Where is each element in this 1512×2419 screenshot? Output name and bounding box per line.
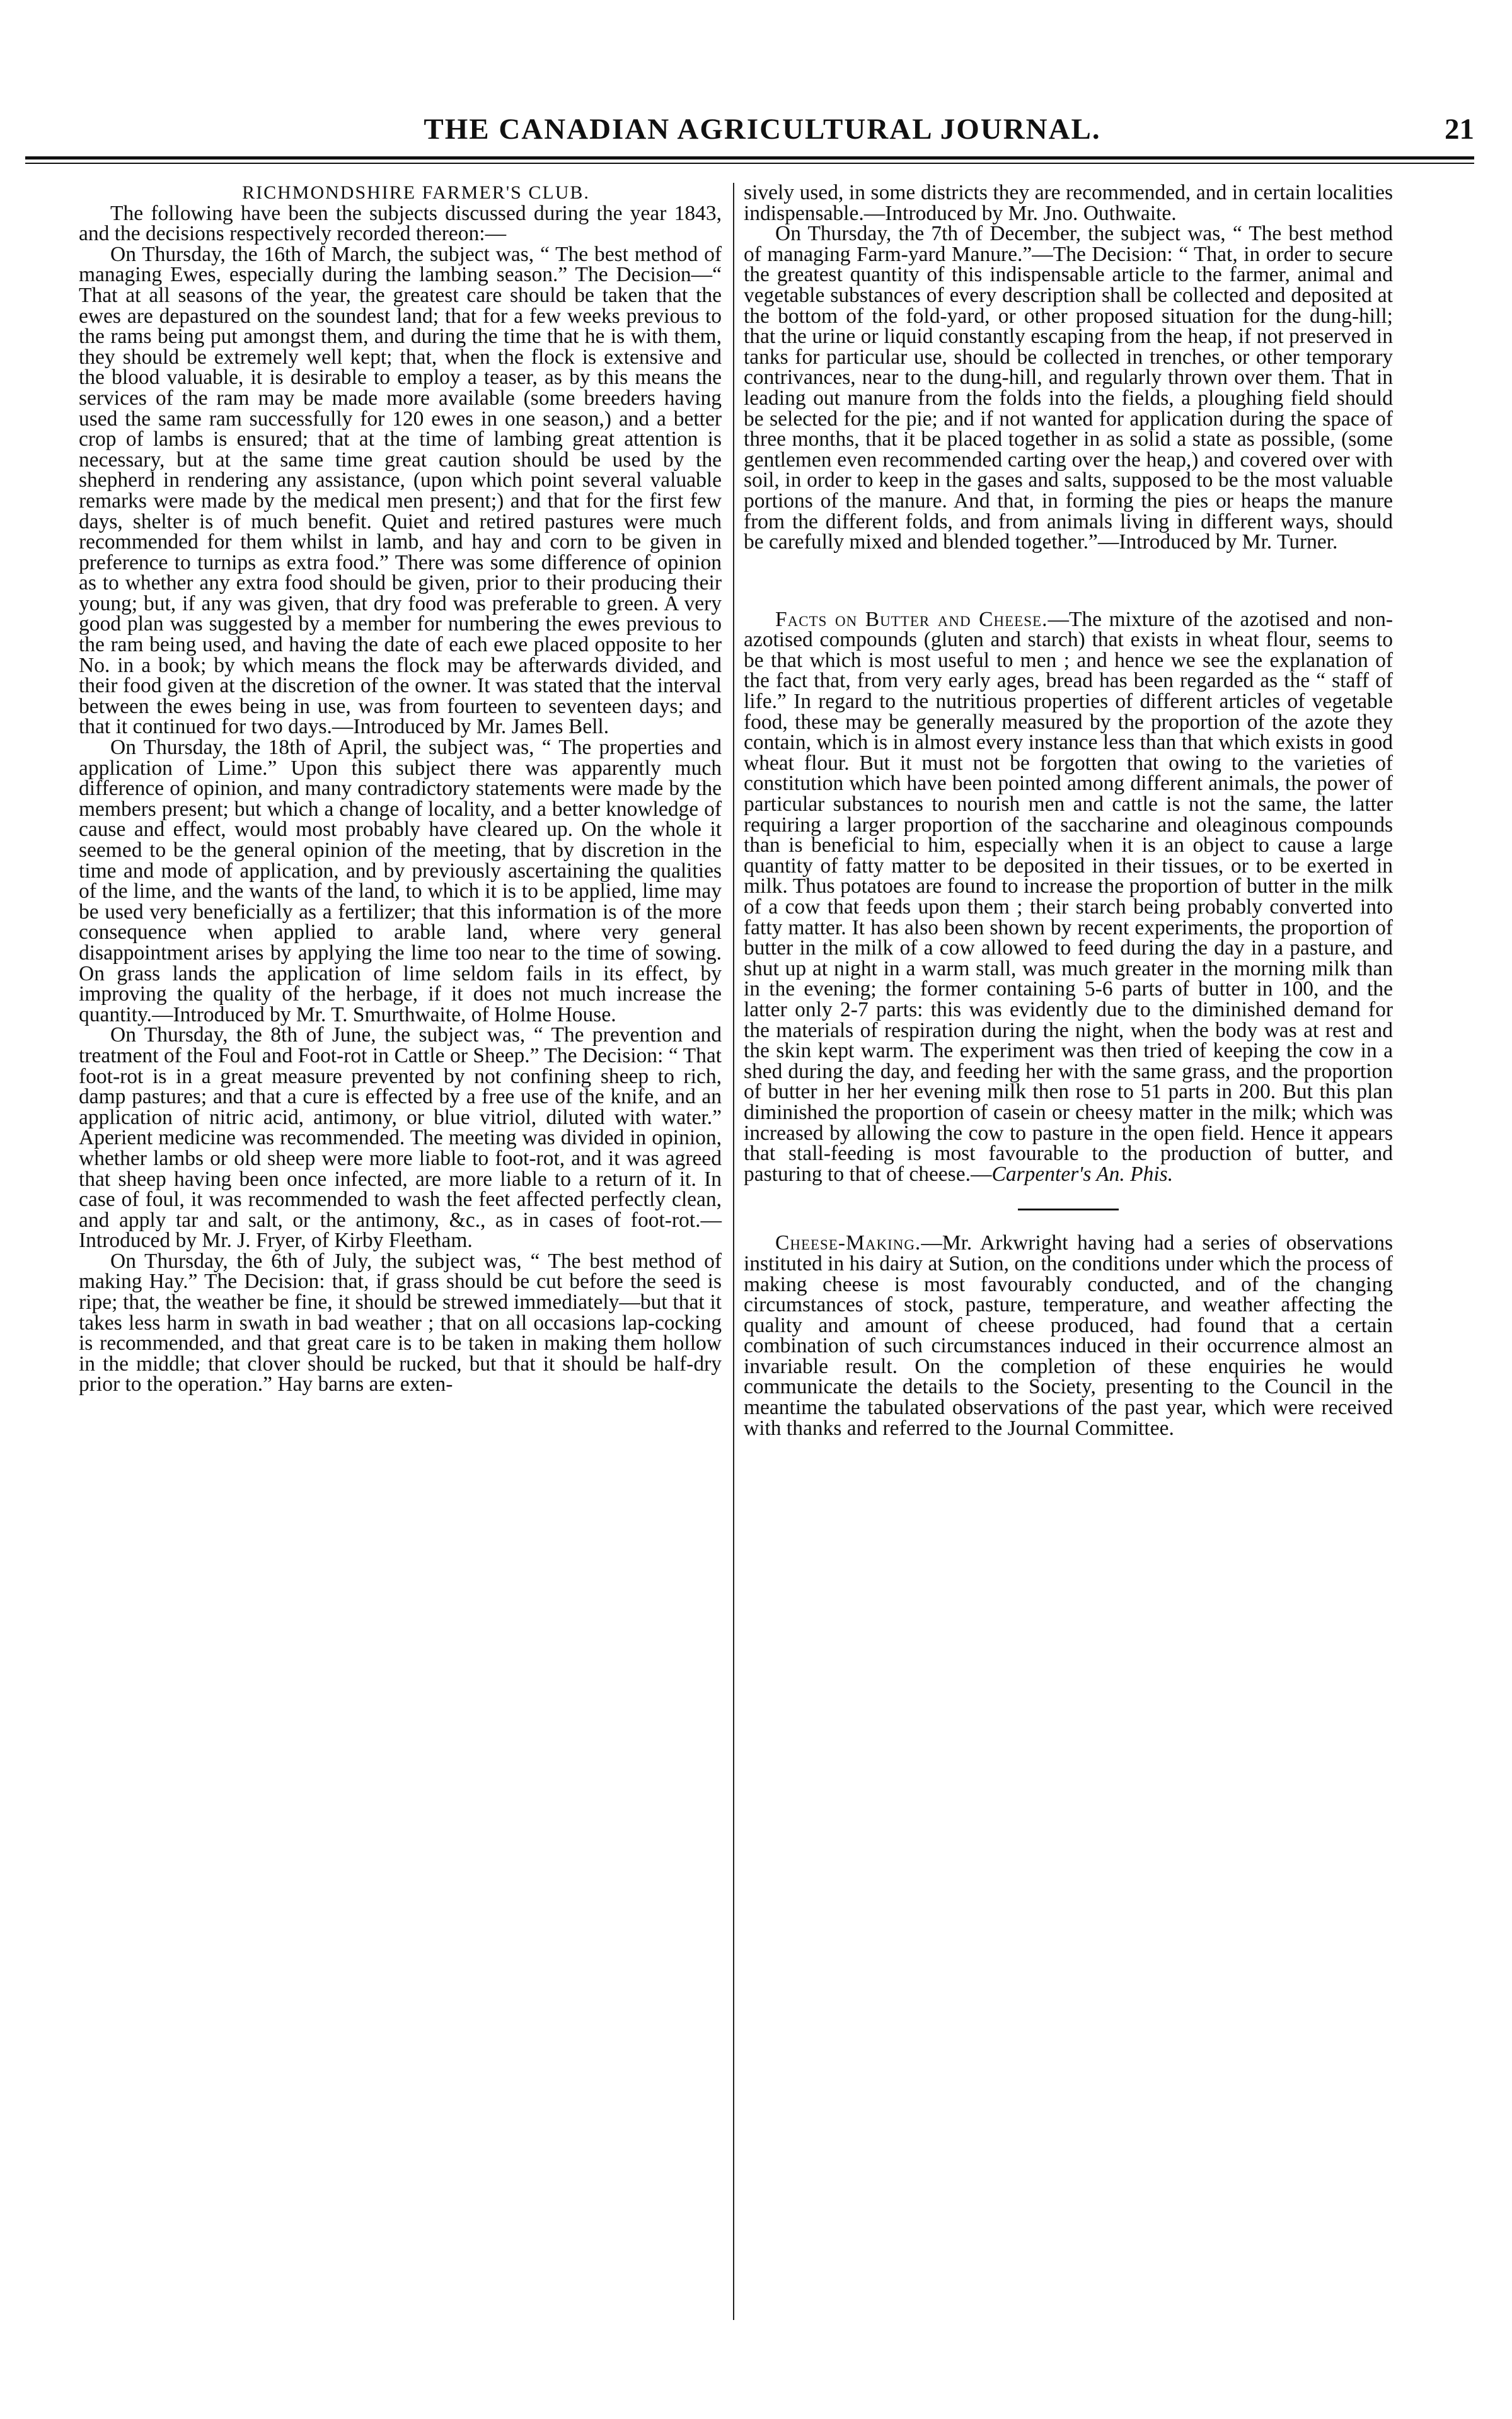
butter-cheese-text: —The mixture of the azotised and non-azotised compounds (gluten and starch) that exists in wheat flour, seems to be that which is most useful to men ; and hence we see the explanation of the fact that, from very early ages, bread has been regarded as the “ staff of life.” In regard to the nutritious properties of different articles of vegetable food, these may be generally measured by the proportion of the azote they contain, which is in almost every instance less than that which exists in good wheat flour. But it must not be forgotten that owing to the varieties of constitution which have been pointed among different animals, the power of particular substances to nourish men and cattle is not the same, the latter requiring a larger proportion of the saccharine and oleaginous compounds than is beneficial to him, especially when it is an object to cause a large quantity of fatty matter to be deposited in their tissues, or to be exerted in milk. Thus potatoes are found to increase the proportion of butter in the milk of a cow that feeds upon them ; their starch being probably converted into fatty matter. It has also been shown by recent experiments, the proportion of butter in the milk of a cow allowed to feed during the day in a pasture, and shut up at night in a warm stall, was much greater in the morning milk than in the evening; the former containing 5-6 parts of butter in 100, and the latter only 2-7 parts: this was evidently due to the diminished demand for the materials of respiration during the night, when the body was at rest and the skin kept warm. The experiment was then tried of keeping the cow in a shed during the day, and feeding her with the same grass, and the proportion of butter in her her evening milk then rose to 51 parts in 200. But this plan diminished the proportion of casein or cheesy matter in the milk; which was increased by allowing the cow to pasture in the open field. Hence it appears that stall-feeding is most favourable to the production of butter, and pasturing to that of cheese.— xyxy=(744,607,1393,1186)
paragraph-hay-continued: sively used, in some districts they are recommended, and in certain localities indispensable.—Introduced by Mr. Jno. Outhwaite. xyxy=(744,181,1393,225)
paragraph-intro: The following have been the subjects discussed during the year 1843, and the decisions respectively recorded thereon:— xyxy=(79,201,722,246)
left-column xyxy=(79,183,722,1395)
paragraph-manure: On Thursday, the 7th of December, the subject was, “ The best method of managing Farm-yard Manure.”—The Decision: “ That, in order to secure the greatest quantity of this indispensable article to the farmer, animal and vegetable substances of every description shall be collected and deposited at the bottom of the fold-yard, or other proposed situation for the dung-hill; that the urine or liquid constantly escaping from the heap, if not preserved in tanks for particular use, should be collected in trenches, or other temporary contrivances, near to the dung-hill, and regularly thrown over them. That in leading out manure from the folds into the fields, a ploughing field should be selected for the pie; and if not wanted for application during the space of three months, that it be placed together in as solid a state as possible, (some gentlemen even recommended carting over the heap,) and covered over with soil, in order to keep in the gases and salts, supposed to be the most valuable portions of the manure. And that, in forming the pies or heaps the manure from the different folds, and from animals living in different ways, should be carefully mixed and blended together.”—Introduced by Mr. Turner. xyxy=(744,222,1393,554)
column-divider xyxy=(733,183,734,2320)
club-heading: RICHMONDSHIRE FARMER'S CLUB. xyxy=(242,182,590,203)
cheese-making-article xyxy=(744,1233,1393,1439)
paragraph-foot-rot: On Thursday, the 8th of June, the subject was, “ The prevention and treatment of the Foul and Foot-rot in Cattle or Sheep.” The Decision: “ That foot-rot is in a great measure prevented by not confining sheep to rich, damp pastures; and that a cure is effected by a free use of the knife, and an application of nitric acid, antimony, or blue vitriol, diluted with water.” Aperient medicine was recommended. The meeting was divided in opinion, whether lambs or old sheep were more liable to foot-rot, and it was agreed that sheep having been once infected, are more liable to a return of it. In case of foul, it was recommended to wash the feet affected perfectly clean, and apply tar and salt, or the antimony, &c., as in cases of foot-rot.—Introduced by Mr. J. Fryer, of Kirby Fleetham. xyxy=(79,1023,722,1253)
cheese-making-text: —Mr. Arkwright having had a series of observations instituted in his dairy at Sution, on the conditions under which the process of making cheese is most favourably conducted, and of the changing circumstances of stock, pasture, temperature, and weather affecting the quality and amount of cheese produced, had found that a certain combination of such circumstances induced in their occurrence almost an invariable result. On the completion of these enquiries he would communicate the details to the Society, presenting to the Council in the meantime the tabulated observations of the past year, which were received with thanks and referred to the Journal Committee. xyxy=(744,1231,1393,1440)
paragraph-hay: On Thursday, the 6th of July, the subject was, “ The best method of making Hay.” The Decision: that, if grass should be cut before the seed is ripe; that, the weather be fine, it should be strewed immediately—but that it takes less harm in swath in bad weather ; that on all occasions lap-cocking is recommended, and that great care is to be taken in making them hollow in the middle; that clover should be rucked, but that it should be half-dry prior to the operation.” Hay barns are exten- xyxy=(79,1249,722,1396)
paragraph-ewes: On Thursday, the 16th of March, the subject was, “ The best method of managing Ewes, especially during the lambing season.” The Decision—“ That at all seasons of the year, the greatest care should be taken that the ewes are depastured on the soundest land; that for a few weeks previous to the rams being put amongst them, and during the time that he is with them, they should be extremely well kept; that, when the flock is extensive and the blood valuable, it is desirable to employ a teaser, as by this means the services of the ram may be made more available (some breeders having used the same ram successfully for 120 ewes in one season,) and a better crop of lambs is ensured; that at the time of lambing great attention is necessary, but at the same time great caution should be used by the shepherd in rendering any assistance, (upon which point several valuable remarks were made by the medical men present;) and that for the first few days, shelter is of much benefit. Quiet and retired pastures were much recommended for them whilst in lamb, and hay and corn to be given in preference to turnips as extra food.” There was some difference of opinion as to whether any extra food should be given, prior to their producing their young; but, if any was given, that dry food was preferable to green. A very good plan was suggested by a member for numbering the ewes previous to the ram being used, and having the date of each ewe placed opposite to her No. in a book; by which means the flock may be afterwards divided, and their food given at the discretion of the owner. It was stated that the interval between the ewes being in use, was from fourteen to seventeen days; and that it continued for two days.—Introduced by Mr. James Bell. xyxy=(79,242,722,739)
page-number: 21 xyxy=(1445,113,1474,146)
section-rule xyxy=(1018,1209,1119,1210)
section-gap xyxy=(744,553,1393,610)
running-head xyxy=(50,106,1474,150)
butter-cheese-article xyxy=(744,607,1393,1186)
journal-title: THE CANADIAN AGRICULTURAL JOURNAL. xyxy=(424,113,1101,146)
cheese-making-heading: Cheese-Making. xyxy=(775,1231,921,1255)
butter-cheese-source: Carpenter's An. Phis. xyxy=(991,1162,1174,1186)
paragraph-lime: On Thursday, the 18th of April, the subject was, “ The properties and application of Lime.” Upon this subject there was apparently much difference of opinion, and many contradictory statements were made by the members present; but which a change of locality, and a better knowledge of cause and effect, would most probably have cleared up. On the whole it seemed to be the general opinion of the meeting, that by discretion in the time and mode of application, and by previously ascertaining the qualities of the lime, and the wants of the land, to which it is to be applied, lime may be used very beneficially as a fertilizer; that this information is of the more consequence when applied to arable land, where very general disappointment arises by applying the lime too near to the time of sowing. On grass lands the application of lime seldom fails in its effect, by improving the quality of the herbage, if it does not much increase the quantity.—Introduced by Mr. T. Smurthwaite, of Holme House. xyxy=(79,736,722,1026)
butter-cheese-heading: Facts on Butter and Cheese. xyxy=(775,607,1048,631)
header-rule xyxy=(25,156,1474,164)
right-column xyxy=(744,183,1393,1439)
